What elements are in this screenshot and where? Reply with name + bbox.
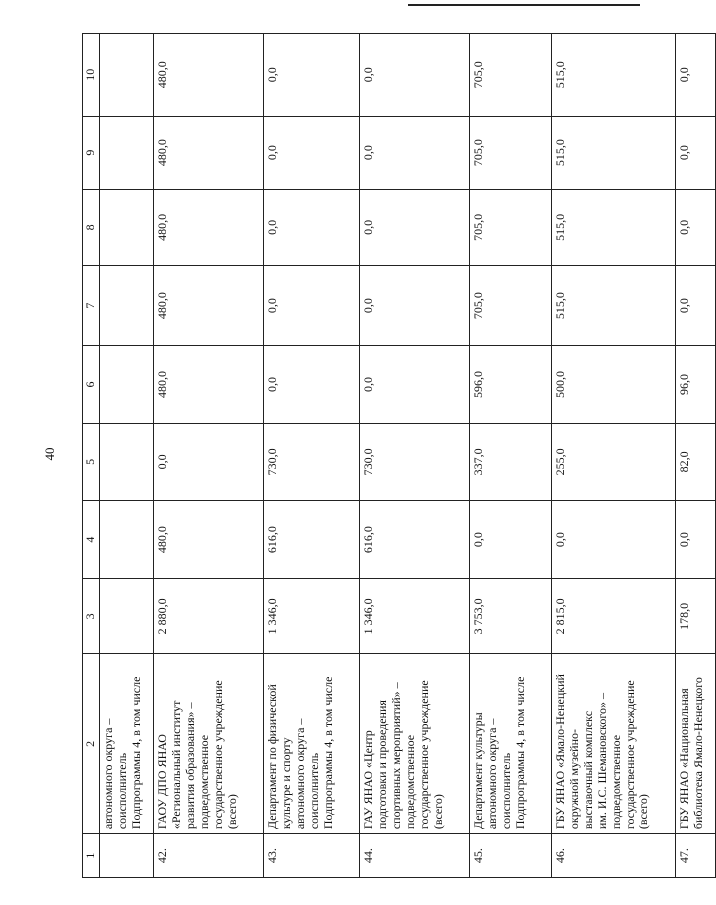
value-cell: 3 753,0 <box>470 579 552 654</box>
table-row <box>264 34 360 878</box>
row-name-cell: ГАУ ЯНАО «Центр подготовки и проведения спортивных мероприятий» – подведомственное государственное учреждение (всего) <box>360 654 470 834</box>
header-cell: 4 <box>83 500 100 578</box>
value-cell: 0,0 <box>264 34 360 117</box>
value-cell: 0,0 <box>264 265 360 345</box>
value-cell: 0,0 <box>264 346 360 423</box>
budget-table <box>82 33 716 878</box>
row-name-cell: Департамент культуры автономного округа – соисполнитель Подпрограммы 4, в том числе <box>470 654 552 834</box>
header-cell: 2 <box>83 654 100 834</box>
header-row <box>83 34 100 878</box>
header-cell: 7 <box>83 265 100 345</box>
value-cell: 480,0 <box>154 346 264 423</box>
value-cell: 730,0 <box>264 423 360 500</box>
table-row <box>360 34 470 878</box>
row-number-cell: 43. <box>264 834 360 878</box>
value-cell: 2 815,0 <box>552 579 676 654</box>
row-name-cell: ГБУ ЯНАО «Ямало-Ненецкий окружной музейно- выставочный комплекс им. И.С. Шемановского» – подведомственное государственное учреждение (всего) <box>552 654 676 834</box>
value-cell: 96,0 <box>676 346 716 423</box>
value-cell: 0,0 <box>676 265 716 345</box>
value-cell <box>100 579 154 654</box>
value-cell: 705,0 <box>470 34 552 117</box>
row-number-cell: 45. <box>470 834 552 878</box>
value-cell: 255,0 <box>552 423 676 500</box>
value-cell: 0,0 <box>360 265 470 345</box>
value-cell: 1 346,0 <box>264 579 360 654</box>
value-cell: 515,0 <box>552 189 676 265</box>
table-row <box>470 34 552 878</box>
value-cell <box>100 265 154 345</box>
table-body <box>83 34 716 878</box>
value-cell: 705,0 <box>470 189 552 265</box>
value-cell: 0,0 <box>470 500 552 578</box>
value-cell: 500,0 <box>552 346 676 423</box>
value-cell: 616,0 <box>264 500 360 578</box>
header-cell: 10 <box>83 34 100 117</box>
header-cell: 8 <box>83 189 100 265</box>
value-cell: 0,0 <box>360 34 470 117</box>
value-cell: 480,0 <box>154 116 264 189</box>
value-cell: 705,0 <box>470 116 552 189</box>
value-cell: 0,0 <box>360 116 470 189</box>
value-cell: 616,0 <box>360 500 470 578</box>
table-row <box>154 34 264 878</box>
value-cell: 0,0 <box>676 500 716 578</box>
row-number-cell: 47. <box>676 834 716 878</box>
table-row <box>552 34 676 878</box>
header-cell: 6 <box>83 346 100 423</box>
value-cell: 515,0 <box>552 116 676 189</box>
header-cell: 1 <box>83 834 100 878</box>
value-cell <box>100 34 154 117</box>
value-cell: 596,0 <box>470 346 552 423</box>
row-number-cell: 42. <box>154 834 264 878</box>
value-cell: 0,0 <box>360 346 470 423</box>
value-cell: 1 346,0 <box>360 579 470 654</box>
value-cell: 0,0 <box>264 189 360 265</box>
row-name-cell: ГБУ ЯНАО «Национальная библиотека Ямало-Ненецкого <box>676 654 716 834</box>
table-row <box>676 34 716 878</box>
value-cell: 82,0 <box>676 423 716 500</box>
top-rule <box>408 4 640 6</box>
row-name-cell: ГАОУ ДПО ЯНАО «Региональный институт развития образования» – подведомственное государственное учреждение (всего) <box>154 654 264 834</box>
value-cell: 0,0 <box>676 34 716 117</box>
value-cell: 515,0 <box>552 265 676 345</box>
row-number-cell: 46. <box>552 834 676 878</box>
header-cell: 3 <box>83 579 100 654</box>
value-cell <box>100 346 154 423</box>
value-cell: 178,0 <box>676 579 716 654</box>
value-cell: 0,0 <box>264 116 360 189</box>
row-name-cell: автономного округа – соисполнитель Подпрограммы 4, в том числе <box>100 654 154 834</box>
value-cell: 0,0 <box>676 189 716 265</box>
row-number-cell: 44. <box>360 834 470 878</box>
value-cell <box>100 500 154 578</box>
header-cell: 9 <box>83 116 100 189</box>
row-name-cell: Департамент по физической культуре и спорту автономного округа – соисполнитель Подпрограммы 4, в том числе <box>264 654 360 834</box>
row-number-cell <box>100 834 154 878</box>
value-cell <box>100 189 154 265</box>
value-cell: 730,0 <box>360 423 470 500</box>
value-cell: 480,0 <box>154 34 264 117</box>
value-cell: 705,0 <box>470 265 552 345</box>
table-row <box>100 34 154 878</box>
header-cell: 5 <box>83 423 100 500</box>
value-cell: 2 880,0 <box>154 579 264 654</box>
value-cell: 0,0 <box>360 189 470 265</box>
value-cell: 0,0 <box>676 116 716 189</box>
value-cell: 515,0 <box>552 34 676 117</box>
value-cell: 480,0 <box>154 500 264 578</box>
value-cell: 480,0 <box>154 189 264 265</box>
value-cell: 0,0 <box>154 423 264 500</box>
value-cell <box>100 116 154 189</box>
value-cell: 480,0 <box>154 265 264 345</box>
value-cell: 0,0 <box>552 500 676 578</box>
page-number: 40 <box>42 447 57 461</box>
rotated-table-container <box>82 33 716 878</box>
value-cell <box>100 423 154 500</box>
value-cell: 337,0 <box>470 423 552 500</box>
